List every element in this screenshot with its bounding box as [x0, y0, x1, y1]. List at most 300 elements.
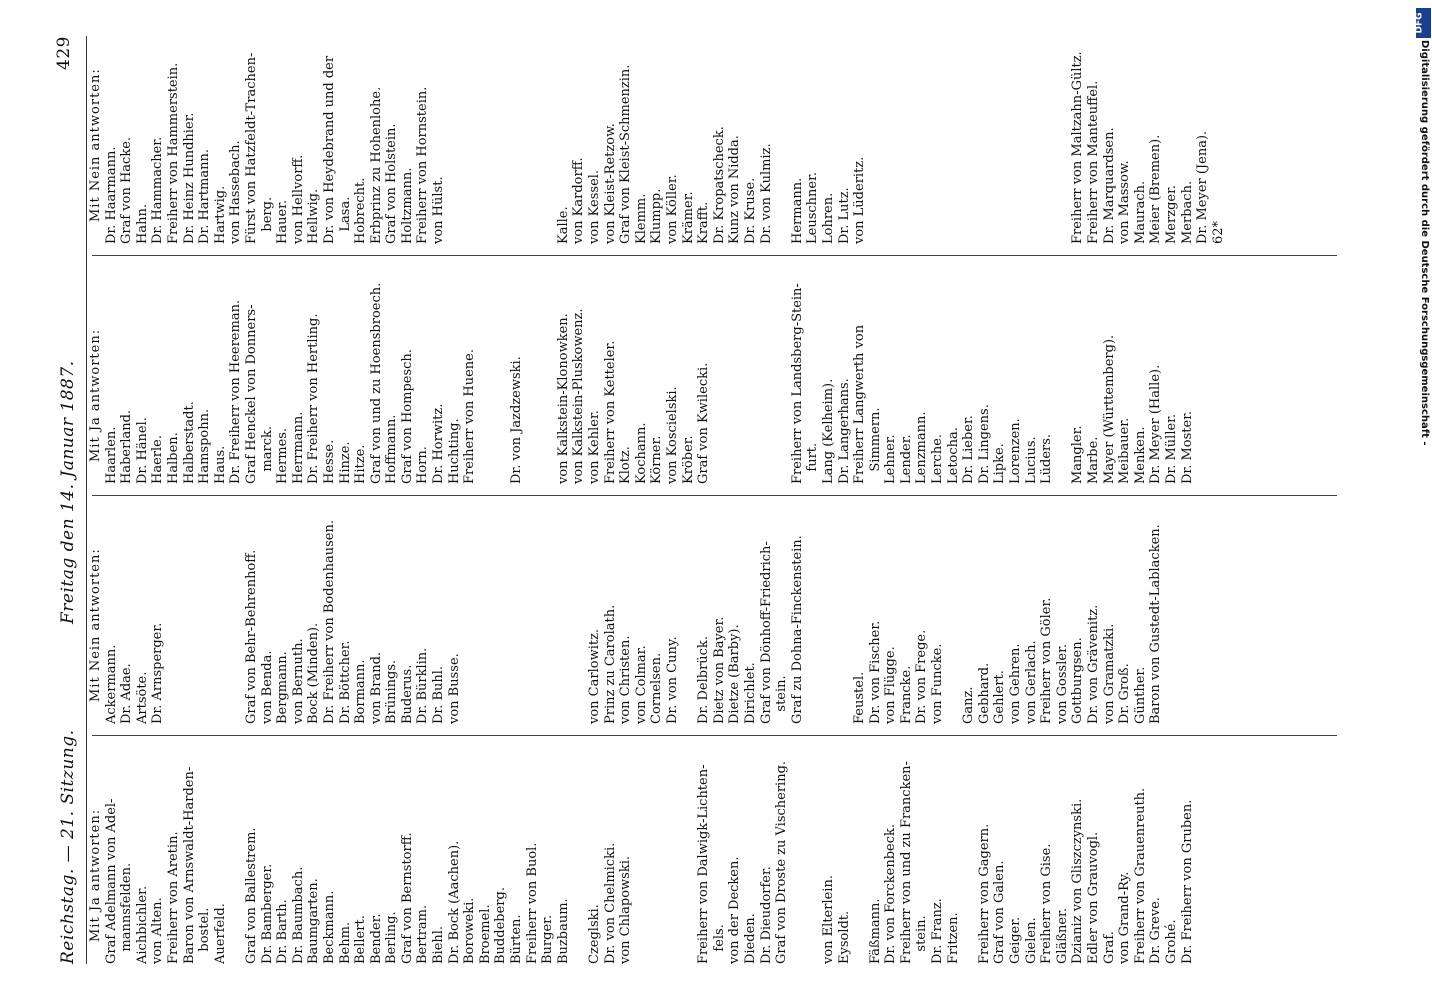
member-name: Hoffmann. — [384, 414, 400, 484]
member-name: Graf von Ballestrem. — [243, 827, 259, 964]
member-name: von Chlapowski. — [618, 855, 634, 964]
member-name: Halberstadt. — [181, 401, 197, 484]
member-name — [681, 739, 697, 964]
member-name: Dr. Marquardsen. — [1101, 127, 1117, 244]
dfg-logo — [1416, 8, 1431, 38]
member-name: von Kehler. — [587, 410, 602, 484]
header-date: Freitag den 14. Januar 1887. — [58, 360, 78, 624]
member-name — [961, 19, 977, 244]
member-name: Dr. von Grävenitz. — [1086, 604, 1101, 724]
member-name — [166, 499, 182, 724]
member-name: Graf. — [1101, 931, 1117, 964]
member-name: von Benda. — [259, 650, 275, 724]
member-name: 62* — [1210, 220, 1226, 244]
vote-heading: Mit Nein antworten: — [88, 68, 103, 222]
member-name: Gläßner. — [1054, 908, 1070, 964]
member-name: von Kleist-Retzow. — [602, 123, 618, 244]
member-name: Letocha. — [945, 427, 961, 484]
member-name: Buderus. — [399, 664, 415, 724]
member-name: mannsfelden. — [119, 862, 135, 964]
member-name — [493, 259, 509, 484]
member-name: von Kalkstein-Klonowken. — [555, 313, 571, 484]
member-name: Maurach. — [1132, 180, 1148, 244]
vote-heading: Mit Ja antworten: — [88, 328, 103, 462]
member-name: Hellwig. — [306, 188, 322, 244]
member-name: Gebhard. — [976, 662, 992, 724]
member-name — [649, 739, 665, 964]
member-name: Baron von Gustedt-Lablacken. — [1148, 524, 1164, 724]
member-name: Grohé. — [1163, 919, 1179, 964]
member-name: Berling. — [384, 911, 400, 964]
member-name: Broemel. — [477, 904, 493, 964]
member-name: Graf von Bernstorff. — [399, 832, 415, 964]
member-name: Halben. — [165, 432, 181, 484]
member-name: Lüders. — [1039, 433, 1055, 484]
member-name — [774, 19, 790, 244]
member-name: Dr. von Frege. — [914, 629, 930, 724]
member-name: Menken. — [1132, 426, 1148, 484]
member-name: Graf Adelmann von Adel- — [103, 798, 119, 964]
member-name — [509, 499, 525, 724]
member-name: Klumpp. — [649, 188, 665, 244]
member-name: Graf von Holstein. — [384, 123, 400, 244]
member-name: Dr. Horwitz. — [431, 403, 447, 484]
member-name — [992, 19, 1008, 244]
member-name: furt. — [805, 442, 821, 484]
vote-heading: Mit Ja antworten: — [88, 808, 103, 942]
member-name: von Funcke. — [930, 643, 946, 724]
member-name: Freiherr von Hornstein. — [415, 86, 431, 244]
member-name: Hinze. — [337, 441, 353, 484]
member-name — [213, 499, 229, 724]
member-name: Dr. Hartmann. — [197, 149, 213, 244]
member-name: Dr. Barth. — [275, 899, 291, 964]
member-name: Dietz von Bayer. — [711, 616, 727, 724]
member-name — [571, 499, 587, 724]
member-name: Buddeberg. — [493, 887, 509, 964]
member-name — [1055, 19, 1071, 244]
member-name — [525, 259, 541, 484]
member-name: Feustel. — [852, 671, 868, 724]
member-name: Hahn. — [134, 204, 150, 244]
member-name: Behm. — [337, 921, 353, 964]
member-name: von Bernuth. — [290, 638, 306, 724]
member-name: Graf von Hacke. — [119, 136, 135, 244]
member-name: Dr. Kropatscheck. — [711, 126, 727, 244]
member-name: Graf von und zu Hoensbroech. — [368, 282, 384, 484]
member-name: stein. — [774, 675, 790, 724]
column-1-ja-votes — [88, 739, 1343, 964]
member-name: Freiherr von Aretin. — [165, 831, 181, 964]
member-name: Artsöte. — [134, 671, 150, 724]
header-session: Reichstag. — 21. Sitzung. — [58, 729, 78, 964]
column-4-nein-votes — [88, 19, 1343, 244]
vote-heading: Mit Nein antworten: — [88, 548, 103, 702]
member-name: Geiger. — [1008, 916, 1024, 964]
member-name: Fürst von Hatzfeldt-Trachen- — [243, 52, 259, 244]
member-name: Kalle. — [555, 206, 571, 244]
member-name: Lipke. — [992, 443, 1008, 484]
member-name: Mangler. — [1070, 425, 1086, 484]
member-name: Haus. — [212, 445, 228, 484]
member-name: Burger. — [540, 914, 556, 964]
member-name — [540, 259, 556, 484]
member-name: Fritzen. — [945, 912, 961, 964]
member-name: Freiherr von Grauenreuth. — [1132, 787, 1148, 964]
member-name: von Christen. — [618, 635, 634, 724]
member-name: Dirichlet. — [742, 662, 758, 724]
member-name: Hermes. — [275, 427, 291, 484]
member-name: fels. — [711, 924, 727, 964]
member-name: Kunz von Nidda. — [727, 135, 743, 244]
member-name: Graf von Droste zu Vischering. — [774, 760, 790, 964]
member-name: Hartwig. — [212, 185, 228, 244]
member-name: von Kardorff. — [571, 157, 587, 244]
member-name: Graf von Galen. — [992, 860, 1008, 964]
member-name: von Elterlein. — [820, 875, 836, 964]
member-name — [743, 259, 759, 484]
member-name: Bellert. — [353, 915, 369, 964]
member-name: Bormann. — [353, 659, 369, 724]
member-name: Cornelsen. — [649, 652, 665, 724]
member-name — [1055, 259, 1071, 484]
member-name: Hobrecht. — [353, 177, 369, 244]
member-name: Dr. Freiherr von Hertling. — [306, 313, 322, 484]
member-name: Ackermann. — [103, 644, 119, 724]
member-name: Freiherr Langwerth von — [852, 324, 868, 484]
member-name: Francke. — [898, 665, 914, 724]
member-name: Freiherr von Göler. — [1039, 597, 1055, 724]
member-name: Freiherr von Maltzahn-Gültz. — [1070, 51, 1086, 244]
member-name: stein. — [914, 915, 930, 964]
member-name: Graf von Kleist-Schmenzin. — [618, 64, 634, 244]
member-name: Freiherr von Ketteler. — [602, 340, 618, 484]
member-name: Boroweki. — [462, 897, 478, 964]
member-name: Gielen. — [1023, 917, 1039, 964]
member-name: Freiherr von Gise. — [1039, 843, 1055, 964]
member-name — [665, 739, 681, 964]
member-name: Körner. — [649, 435, 665, 484]
member-name: Lenzmann. — [914, 411, 930, 484]
member-name — [681, 499, 697, 724]
member-name — [509, 19, 525, 244]
member-name — [961, 739, 977, 964]
page-header — [50, 36, 86, 964]
member-name — [462, 499, 478, 724]
member-name: marck. — [259, 426, 275, 484]
member-name: von Gramatzki. — [1101, 623, 1117, 724]
column-divider — [92, 735, 1337, 736]
member-name — [478, 19, 494, 244]
member-name: Dr. Buhl. — [431, 665, 447, 724]
member-name: Merzger. — [1163, 184, 1179, 244]
member-name: Hesse. — [321, 439, 337, 484]
member-name — [1008, 19, 1024, 244]
member-name: Kochann. — [633, 422, 649, 484]
member-name — [228, 499, 244, 724]
member-name: Dr. Hammacher. — [150, 136, 166, 244]
member-name: Kröber. — [680, 435, 696, 484]
member-name — [571, 739, 587, 964]
member-name: Fäßmann. — [867, 898, 883, 964]
member-name: Edler von Grauvogl. — [1086, 831, 1101, 964]
member-name: von Kalkstein-Pluskowenz. — [571, 308, 587, 484]
member-name — [805, 499, 821, 724]
member-name — [462, 19, 478, 244]
member-name: von Alten. — [150, 897, 166, 964]
member-name: von Hülst. — [431, 176, 447, 244]
member-name: Baron von Arnswaldt-Harden- — [181, 766, 197, 964]
member-name: Dr. Heinz Hundhier. — [181, 112, 197, 244]
member-name: Lorenzen. — [1008, 418, 1024, 484]
member-name: Dr. Kruse. — [742, 177, 758, 244]
member-name — [478, 259, 494, 484]
column-divider — [92, 495, 1337, 496]
member-name: Freiherr von Dalwigk-Lichten- — [696, 764, 712, 964]
member-name: Beckmann. — [321, 890, 337, 964]
member-name — [540, 499, 556, 724]
member-name: Dieden. — [742, 913, 758, 964]
member-name: Haberland. — [119, 409, 135, 484]
member-name: Günther. — [1132, 666, 1148, 724]
member-name: von Colmar. — [633, 645, 649, 724]
member-name: Dr. Baumbach. — [290, 866, 306, 964]
member-name: Dr. von Cuny. — [664, 636, 680, 724]
member-name: Dr. Bock (Aachen). — [446, 840, 462, 964]
member-name: von Kessel. — [587, 169, 602, 244]
member-name: Dr. Haarmann. — [103, 146, 119, 244]
member-name — [1039, 19, 1055, 244]
member-name: von Köller. — [664, 174, 680, 244]
member-name: Dr. von Chelmicki. — [602, 842, 618, 964]
member-name: Buzbaum. — [555, 898, 571, 964]
member-name — [946, 19, 962, 244]
member-name — [540, 19, 556, 244]
member-name: Dr. Groß. — [1117, 663, 1133, 724]
member-name: Leuschner. — [805, 171, 821, 244]
member-name: Graf von Kwilecki. — [696, 362, 712, 484]
member-name: Dr. Greve. — [1148, 897, 1164, 964]
member-name: von Lüderitz. — [852, 156, 868, 244]
member-name: Lehner. — [883, 434, 899, 484]
member-name — [774, 259, 790, 484]
page-number: 429 — [54, 36, 74, 70]
member-name: Hermann. — [789, 177, 805, 244]
member-name: Erbprinz zu Hohenlohe. — [368, 86, 384, 244]
member-name: Hamspohn. — [197, 408, 213, 484]
member-name: Lucius. — [1023, 436, 1039, 484]
member-name: von Flügge. — [883, 646, 899, 724]
member-name — [493, 499, 509, 724]
member-name: Freiherr von Gagern. — [976, 823, 992, 964]
member-name: Dr. von Jazdzewski. — [509, 356, 525, 484]
member-name: Meier (Bremen). — [1148, 134, 1164, 244]
member-name: Dr. Delbrück. — [696, 636, 712, 724]
member-name — [852, 739, 868, 964]
member-name — [977, 19, 993, 244]
member-name: von Carlowitz. — [587, 628, 602, 724]
member-name: Freiherr von und zu Francken- — [898, 761, 914, 964]
member-name: Dr. von Fischer. — [867, 620, 883, 724]
member-name — [759, 259, 775, 484]
member-name: Dr. Meyer (Jena). — [1195, 130, 1211, 244]
member-name: Lohren. — [820, 192, 836, 244]
member-name — [478, 499, 494, 724]
member-name — [821, 499, 837, 724]
member-name — [883, 19, 899, 244]
member-name: Dr. Dieudorfer. — [758, 866, 774, 964]
member-name: Dr. Freiherr von Bodenhausen. — [321, 520, 337, 724]
member-name: Graf Henckel von Donners- — [243, 304, 259, 484]
member-name: Lang (Kelheim). — [820, 378, 836, 484]
member-name: Herrmann. — [290, 411, 306, 484]
member-name: Biehl. — [431, 925, 447, 964]
member-name: Haerle. — [150, 435, 166, 484]
member-name: Merbach. — [1179, 180, 1195, 244]
member-name: Prinz zu Carolath. — [602, 604, 618, 724]
member-name: Auerfeld. — [212, 903, 228, 964]
member-name: Dr. von Kulmiz. — [758, 143, 774, 244]
member-name: Klemm. — [633, 193, 649, 244]
member-name: Gottburgsen. — [1070, 637, 1086, 724]
member-name: Graf zu Dohna-Finckenstein. — [789, 535, 805, 724]
member-name: von Busse. — [446, 653, 462, 724]
member-name — [447, 19, 463, 244]
member-name: bostel. — [197, 907, 213, 964]
member-name: Ganz. — [961, 686, 977, 724]
member-name — [197, 499, 213, 724]
header-rule — [86, 36, 87, 964]
member-name: Bürten. — [509, 914, 525, 964]
member-name: von Gerlach. — [1023, 640, 1039, 724]
member-name: Hauer. — [275, 199, 291, 244]
member-name: von Massow. — [1117, 160, 1133, 244]
member-name: Czeglski. — [587, 904, 602, 964]
member-name: Dr. Langerhans. — [836, 378, 852, 484]
member-name: Dr. Bürklin. — [415, 647, 431, 724]
member-name — [868, 19, 884, 244]
member-name: Simmern. — [867, 407, 883, 484]
member-name: von Hellvorff. — [290, 154, 306, 244]
member-name: Dr. Adae. — [119, 663, 135, 724]
member-name: Lerche. — [930, 433, 946, 484]
member-name: Meibauer. — [1117, 417, 1133, 484]
member-name: Mayer (Württemberg). — [1101, 334, 1117, 484]
member-name: von der Decken. — [727, 856, 743, 964]
member-name: Marbe. — [1086, 436, 1101, 484]
member-name: Freiherr von Landsberg-Stein- — [789, 283, 805, 484]
member-name: Dietze (Barby). — [727, 624, 743, 724]
member-name — [805, 739, 821, 964]
member-name: Dr. Moster. — [1179, 410, 1195, 484]
member-name: Dr. von Forckenbeck. — [883, 823, 899, 964]
member-name: Freiherr von Huene. — [462, 349, 478, 484]
member-name: Aichbichler. — [134, 885, 150, 964]
member-name: Lasa. — [337, 196, 353, 244]
member-name: Eysoldt. — [836, 910, 852, 964]
member-name: Huchting. — [446, 418, 462, 484]
member-name: Hitze. — [353, 444, 369, 484]
member-name: Dr. Müller. — [1163, 413, 1179, 484]
column-3-ja-votes — [88, 259, 1343, 484]
member-name: Dr. Lutz. — [836, 187, 852, 244]
member-name: von Grand-Ry. — [1117, 871, 1133, 964]
member-name — [899, 19, 915, 244]
member-name: Bender. — [368, 913, 384, 964]
member-name: Dr. Hänel. — [134, 417, 150, 484]
member-name — [556, 499, 572, 724]
digitization-credit — [1418, 40, 1430, 990]
member-name: Holtzmann. — [399, 167, 415, 244]
member-name — [228, 739, 244, 964]
member-name: Dr. von Heydebrand und der — [321, 55, 337, 244]
member-name — [182, 499, 198, 724]
member-name — [493, 19, 509, 244]
member-name: Dr. Franz. — [930, 898, 946, 964]
member-name: Haarlen. — [103, 426, 119, 484]
member-name: Baumgarten. — [306, 878, 322, 964]
member-name: Bergmann. — [275, 651, 291, 724]
member-name: Dr. Meyer (Halle). — [1148, 364, 1164, 484]
member-name: Dzianiz von Gliszczynski. — [1070, 798, 1086, 964]
member-name: Freiherr von Hammerstein. — [165, 62, 181, 244]
member-name: Graf von Dönhoff-Friedrich- — [758, 541, 774, 724]
member-name: Dr. Lieber. — [961, 415, 977, 484]
member-name: Dr. Bamberger. — [259, 863, 275, 964]
member-name: von Hassebach. — [228, 140, 244, 244]
member-name: Dr. Arnsperger. — [150, 622, 166, 724]
member-name: Brünings. — [384, 659, 400, 724]
member-name: Bertram. — [415, 904, 431, 964]
member-name: von Koscielski. — [664, 386, 680, 484]
member-name: Dr. Freiherr von Gruben. — [1179, 799, 1195, 964]
column-divider — [92, 255, 1337, 256]
member-name — [1024, 19, 1040, 244]
member-name: Klotz. — [618, 446, 634, 484]
member-name: Gehlert. — [992, 670, 1008, 724]
member-name: Freiherr von Manteuffel. — [1086, 80, 1101, 244]
member-name — [946, 499, 962, 724]
member-name — [930, 19, 946, 244]
member-name: Bock (Minden). — [306, 622, 322, 724]
dfg-logo-text: DFG — [1414, 12, 1425, 34]
member-name: Dr. Freiherr von Heereman. — [228, 299, 244, 484]
member-name: von Gossler. — [1054, 644, 1070, 724]
member-name: Freiherr von Buol. — [524, 842, 540, 964]
member-name — [837, 499, 853, 724]
member-name: Graf von Behr-Behrenhoff. — [243, 549, 259, 724]
member-name: von Brand. — [368, 651, 384, 724]
member-name: Krafft. — [696, 201, 712, 244]
member-name: Krämer. — [680, 191, 696, 244]
member-name: von Gehren. — [1008, 643, 1024, 724]
member-name: Graf von Hompesch. — [399, 349, 415, 484]
credit-text: Digitalisierung gefördert durch die Deutsche Forschungsgemeinschaft - — [1419, 40, 1430, 446]
member-name — [712, 259, 728, 484]
member-name: Dr. Böttcher. — [337, 640, 353, 724]
member-name — [634, 739, 650, 964]
member-name — [727, 259, 743, 484]
member-name: Dr. Lingens. — [976, 404, 992, 484]
member-name — [525, 499, 541, 724]
member-name: berg. — [259, 196, 275, 244]
member-name — [790, 739, 806, 964]
member-name — [914, 19, 930, 244]
member-name: Lender. — [898, 434, 914, 484]
column-2-nein-votes — [88, 499, 1343, 724]
member-name — [525, 19, 541, 244]
member-name: Horn. — [415, 446, 431, 484]
